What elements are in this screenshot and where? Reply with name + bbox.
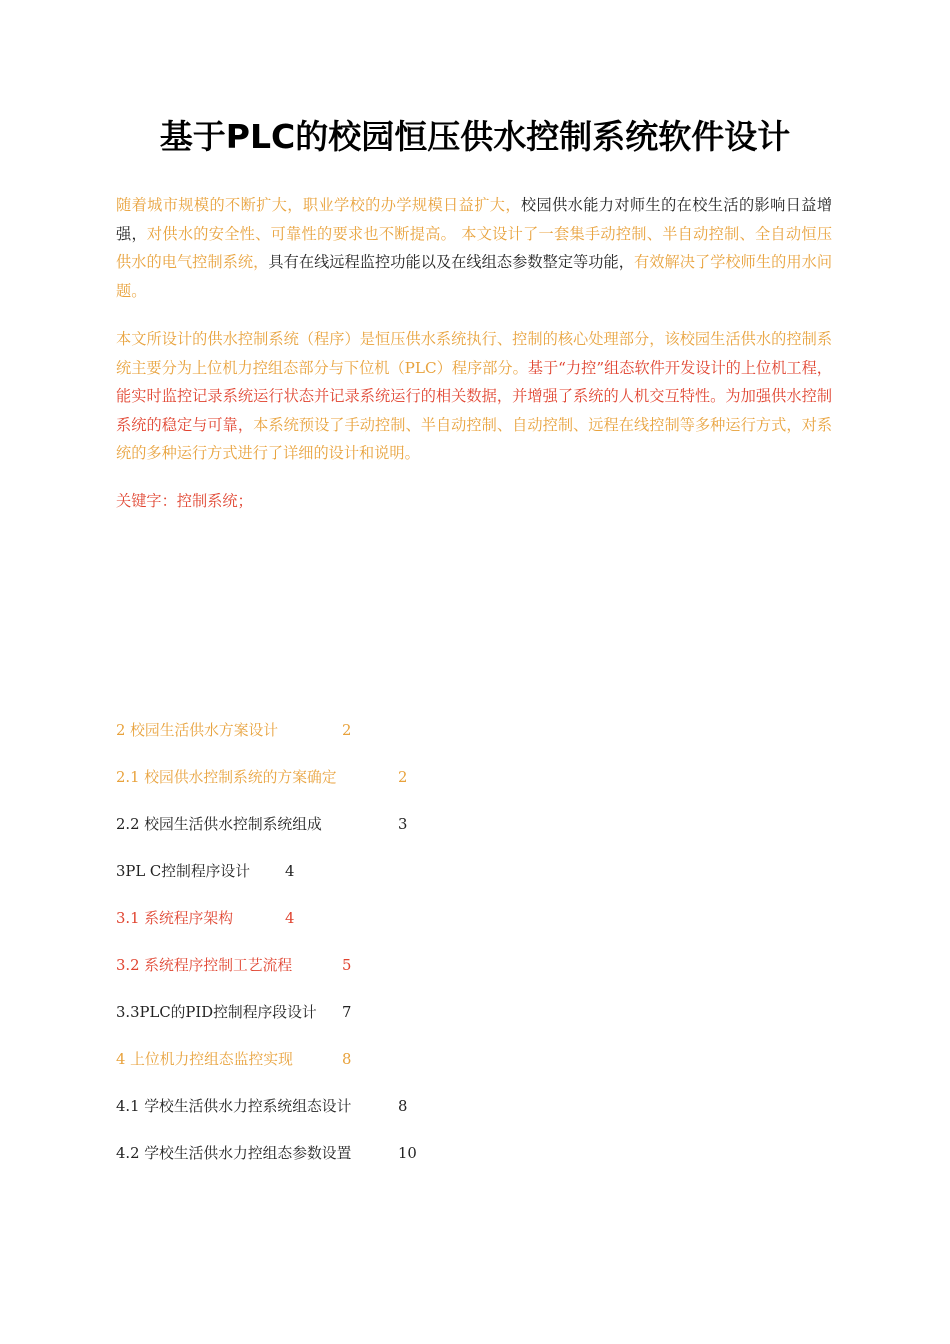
toc-entry-label: 3.3PLC的PID控制程序段设计 [116, 1004, 317, 1021]
toc-entry-label: 2.2 校园生活供水控制系统组成 [116, 816, 322, 833]
document-title: 基于PLC的校园恒压供水控制系统软件设计 [159, 117, 791, 156]
toc-entry-page: 2 [398, 769, 408, 786]
toc-entry[interactable] [116, 1043, 716, 1090]
abstract-p1-segment: 校园供水能力对师生的在校生活的影响日益增强， [116, 196, 833, 243]
toc-entry-label: 4.1 学校生活供水力控系统组态设计 [116, 1098, 352, 1115]
toc-entry[interactable] [116, 902, 716, 949]
toc-entry[interactable] [116, 761, 716, 808]
toc-entry-label: 4.2 学校生活供水力控组态参数设置 [116, 1145, 352, 1162]
abstract-paragraph-2 [116, 325, 832, 468]
toc-entry-label: 2 校园生活供水方案设计 [116, 722, 279, 739]
toc-entry-label: 4 上位机力控组态监控实现 [116, 1051, 293, 1068]
toc-entry-page: 2 [342, 722, 352, 739]
toc-entry[interactable] [116, 996, 716, 1043]
toc-entry-page: 4 [285, 863, 295, 880]
abstract-p1-segment: 随着城市规模的不断扩大，职业学校的办学规模日益扩大， [116, 196, 521, 214]
toc-entry[interactable] [116, 1137, 716, 1184]
abstract-p1-segment: 具有在线远程监控功能以及在线组态参数整定等功能， [268, 253, 635, 272]
toc-entry[interactable] [116, 1090, 716, 1137]
toc-entry-label: 3PL C控制程序设计 [116, 863, 251, 880]
toc-entry[interactable] [116, 808, 716, 855]
abstract-p2-segment: 基于“力控”组态软件开发设计的上位机工程，能实时监控记录系统运行状态并记录系统运行的相关数据，并增强了系统的人机交互特性。为加强供水控制系统的稳定与可靠， [116, 358, 832, 434]
toc-entry[interactable] [116, 949, 716, 996]
abstract-p2-segment: 本系统预设了手动控制、半自动控制、自动控制、远程在线控制等多种运行方式，对系统的多种运行方式进行了详细的设计和说明。 [116, 415, 833, 463]
toc-entry-page: 7 [342, 1004, 352, 1021]
toc-entry-label: 2.1 校园供水控制系统的方案确定 [116, 769, 337, 786]
abstract-p2-segment: 本文所设计的供水控制系统（程序）是恒压供水系统执行、控制的核心处理部分，该校园生活供水的控制系统主要分为上位机力控组态部分与下位机（PLC）程序部分。 [116, 330, 832, 377]
toc-entry[interactable] [116, 714, 716, 761]
toc-entry-page: 4 [285, 910, 295, 927]
abstract-p1-segment: 对供水的安全性、可靠性的要求也不断提高。 本文设计了一套集手动控制、半自动控制、全自动恒压供水的电气控制系统， [116, 224, 833, 272]
abstract-p1-segment: 有效解决了学校师生的用水问题。 [116, 253, 833, 300]
toc-entry-page: 3 [398, 816, 408, 833]
toc-entry-page: 10 [398, 1145, 417, 1162]
toc-entry-label: 3.2 系统程序控制工艺流程 [116, 957, 293, 974]
toc-entry[interactable] [116, 855, 716, 902]
toc-entry-page: 8 [398, 1098, 408, 1115]
toc-entry-page: 5 [342, 957, 352, 974]
toc-entry-page: 8 [342, 1051, 352, 1068]
toc-entry-label: 3.1 系统程序架构 [116, 910, 234, 927]
table-of-contents [116, 714, 716, 1184]
abstract-paragraph-1 [116, 191, 832, 305]
keywords-line: 关键字：控制系统； [116, 492, 253, 510]
